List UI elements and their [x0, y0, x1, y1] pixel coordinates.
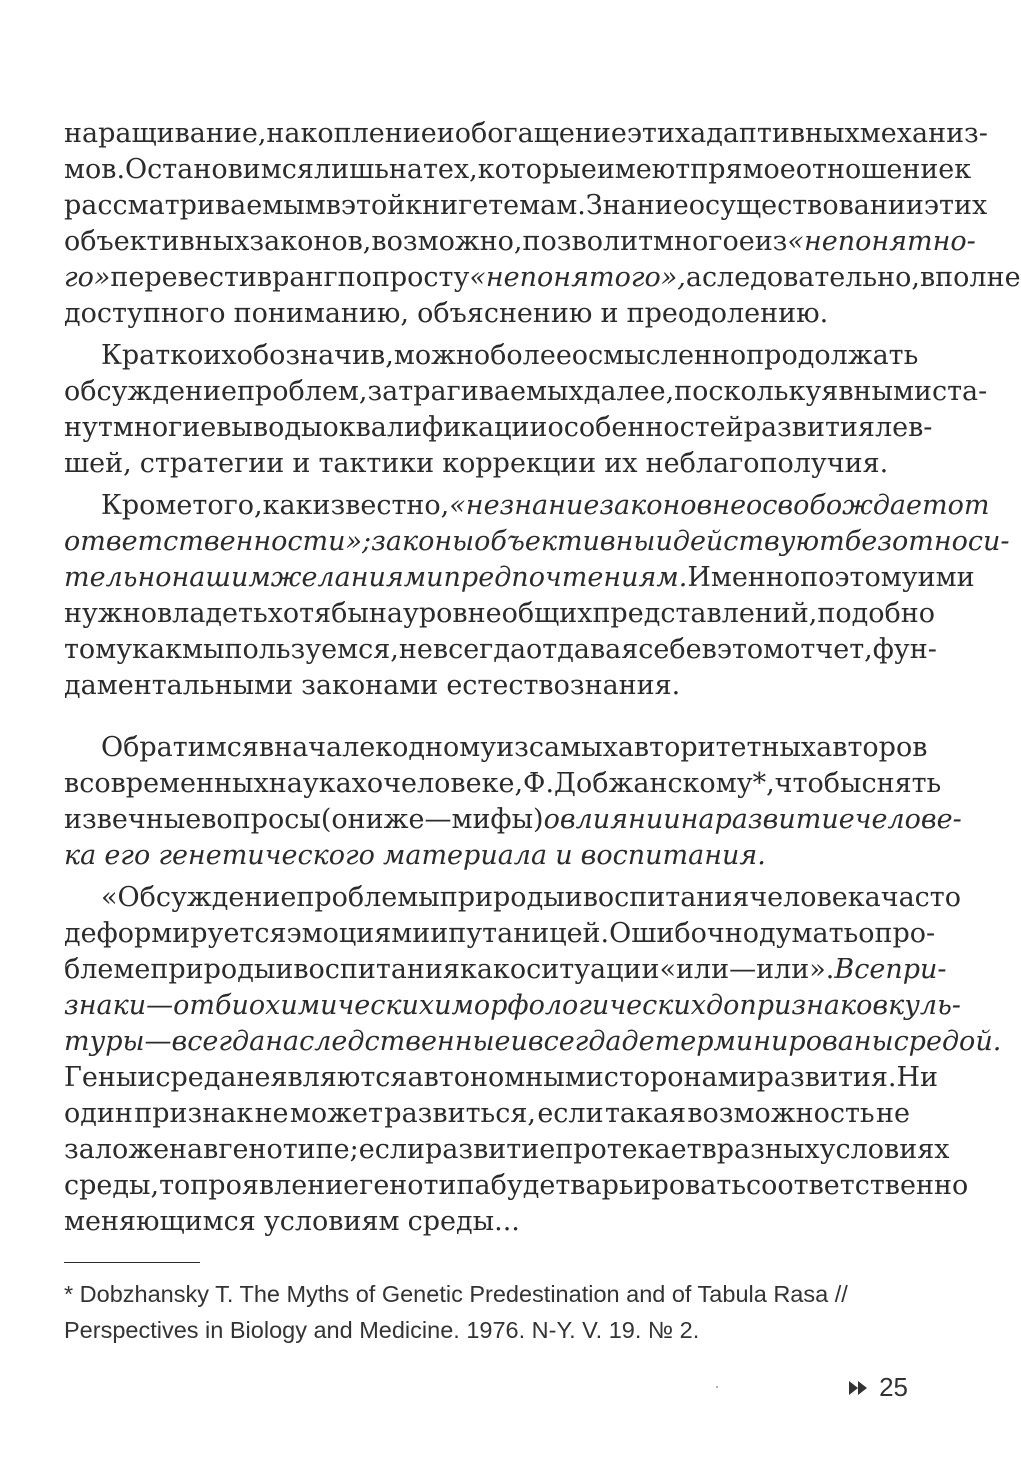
word: если	[537, 1098, 604, 1129]
word: знаки	[64, 990, 147, 1021]
word: один	[64, 1098, 133, 1129]
text-line	[64, 1204, 910, 1240]
word: поэтому	[800, 562, 918, 593]
word: как	[132, 634, 182, 665]
double-arrow-icon	[849, 1381, 867, 1395]
word: нут	[64, 412, 113, 443]
text-line	[64, 446, 910, 482]
word: рассматриваемым	[64, 190, 326, 221]
word: стратегии	[139, 448, 285, 479]
word: Кроме	[101, 490, 193, 521]
text-line	[64, 916, 936, 952]
word: Ни	[896, 1062, 939, 1093]
word: всегда	[527, 1026, 622, 1057]
word: многое	[653, 226, 755, 257]
word: далее,	[583, 376, 675, 407]
word: тактики	[318, 448, 435, 479]
word: имеют	[596, 154, 691, 185]
word: развитие	[714, 804, 855, 835]
word: —	[424, 804, 452, 835]
word: современных	[79, 768, 269, 799]
word: из	[754, 226, 788, 257]
word: особенностей	[547, 412, 744, 443]
text-line	[64, 116, 988, 152]
word: объяснению	[417, 298, 593, 329]
word: ста-	[932, 376, 988, 407]
word: будет	[490, 1170, 571, 1201]
word: челове-	[854, 804, 962, 835]
word: признак	[134, 1098, 254, 1129]
footnote-divider	[64, 1262, 200, 1263]
text-line	[64, 632, 937, 668]
word: наращивание,	[64, 118, 267, 149]
paragraph	[64, 880, 1002, 1240]
word: туры	[64, 1026, 145, 1057]
word: ими	[917, 562, 975, 593]
word: проблем,	[236, 376, 368, 407]
word: в	[325, 190, 341, 221]
text-line	[64, 1060, 939, 1096]
word: существовании	[705, 190, 924, 221]
word: —	[146, 990, 174, 1021]
word: если	[358, 1134, 425, 1165]
word: подобно	[817, 598, 936, 629]
word: многие	[112, 412, 217, 443]
word: признаков	[739, 990, 889, 1021]
text-line	[64, 410, 933, 446]
text-line	[64, 152, 972, 188]
word: думать	[758, 918, 859, 949]
word: материала	[382, 840, 548, 871]
word: действуют	[672, 526, 845, 557]
word: о	[366, 768, 384, 799]
word: как	[262, 490, 313, 521]
word: представлений,	[592, 598, 818, 629]
word: адаптивных	[690, 118, 860, 149]
word: «или—или».	[659, 954, 835, 985]
word: их	[604, 448, 638, 479]
word: законов,	[249, 226, 372, 257]
word: выводы	[216, 412, 323, 443]
word: генетического	[158, 840, 375, 871]
word: из	[496, 732, 529, 763]
word: проявление	[190, 1170, 360, 1201]
word: нашим	[171, 562, 271, 593]
word: позволит	[522, 226, 654, 257]
word: тому	[64, 634, 133, 665]
word: этой	[340, 190, 406, 221]
word: влиянии	[559, 804, 681, 835]
word: тельно	[64, 562, 172, 593]
text-line	[64, 1168, 969, 1204]
word: о	[322, 412, 339, 443]
word: среды,	[64, 1170, 160, 1201]
word: блеме	[64, 954, 151, 985]
word: Все	[834, 954, 886, 985]
word: попросту	[337, 262, 470, 293]
text-line	[64, 188, 988, 224]
word: Гены	[64, 1062, 138, 1093]
text-line	[64, 260, 1021, 296]
paragraph	[64, 730, 962, 874]
word: на	[680, 804, 715, 835]
word: уровне	[402, 598, 502, 629]
word: Кратко	[101, 340, 204, 371]
word: человека	[749, 882, 881, 913]
word: накопление	[266, 118, 437, 149]
word: варьировать	[570, 1170, 747, 1201]
word: биохимических	[214, 990, 435, 1021]
word: продолжать	[746, 340, 919, 371]
word: меняющимся	[64, 1206, 256, 1237]
word: возможно,	[371, 226, 523, 257]
word: и	[434, 990, 452, 1021]
word: протекает	[555, 1134, 702, 1165]
word: обсуждение	[64, 376, 237, 407]
word: темам.	[488, 190, 586, 221]
word: преодолению.	[626, 298, 829, 329]
word: проблемы	[296, 882, 440, 913]
word: более	[490, 340, 572, 371]
word: «непонятого»,	[469, 262, 686, 293]
word: от	[947, 490, 990, 521]
word: квалификации	[338, 412, 548, 443]
word: Ошибочно	[609, 918, 759, 949]
word: не	[236, 1062, 271, 1093]
word: «незнание	[449, 490, 600, 521]
word: Именно	[687, 562, 801, 593]
word: предпочтениям.	[443, 562, 688, 593]
word: на	[388, 154, 423, 185]
word: обогащение	[454, 118, 627, 149]
word: в	[701, 1134, 717, 1165]
word: самых	[528, 732, 618, 763]
word: и	[426, 562, 444, 593]
word: и	[275, 954, 294, 985]
word: а	[685, 262, 702, 293]
word: авторов	[816, 732, 928, 763]
text-line	[64, 730, 928, 766]
word: фун-	[872, 634, 937, 665]
word: снять	[861, 768, 942, 799]
text-line	[64, 596, 936, 632]
word: морфологических	[451, 990, 706, 1021]
word: воспитания.	[580, 840, 766, 871]
word: перевести	[110, 262, 257, 293]
word: «Обсуждение	[101, 882, 297, 913]
word: же	[383, 804, 425, 835]
word: отдавая	[526, 634, 639, 665]
footnote-line-1: * Dobzhansky T. The Myths of Genetic Predestination and of Tabula Rasa //	[64, 1281, 848, 1307]
text-line	[64, 488, 990, 524]
word: возможность	[687, 1098, 875, 1129]
word: ситуации	[526, 954, 660, 985]
word: такая	[604, 1098, 686, 1129]
word: на	[368, 598, 403, 629]
word: мов.	[64, 154, 126, 185]
text-line	[64, 1132, 950, 1168]
word: следовательно,	[701, 262, 920, 293]
word: вопросы	[201, 804, 321, 835]
paragraph	[64, 116, 1021, 332]
word: их	[203, 340, 237, 371]
word: к	[954, 154, 972, 185]
word: этих	[626, 118, 691, 149]
word: деформируется	[64, 918, 287, 949]
word: «непонятно-	[787, 226, 976, 257]
word: Обратимся	[101, 732, 259, 763]
word: науках	[268, 768, 367, 799]
word: того,	[192, 490, 263, 521]
paragraph	[64, 338, 988, 482]
word: себе	[638, 634, 702, 665]
word: коррекции	[442, 448, 597, 479]
word: условиях	[819, 1134, 950, 1165]
word: отношение	[795, 154, 955, 185]
word: часто	[880, 882, 961, 913]
word: его	[104, 840, 151, 871]
page-footer	[849, 1372, 908, 1403]
word: в	[203, 1134, 219, 1165]
word: явными	[821, 376, 932, 407]
word: мифы)	[451, 804, 544, 835]
word: и	[430, 918, 449, 949]
word: и	[555, 840, 573, 871]
word: —	[144, 1026, 172, 1057]
word: не	[876, 1098, 910, 1129]
word: осмысленно	[571, 340, 747, 371]
word: го»	[64, 262, 111, 293]
word: заложена	[64, 1134, 204, 1165]
word: пользуемся,	[224, 634, 399, 665]
word: безотноси-	[844, 526, 1010, 557]
word: то	[159, 1170, 191, 1201]
word: среды...	[407, 1206, 520, 1237]
print-speck	[716, 1386, 718, 1388]
word: авторитетных	[617, 732, 817, 763]
text-line	[64, 838, 910, 874]
footnote-line-2: Perspectives in Biology and Medicine. 1976. N-Y. V. 19. № 2.	[64, 1317, 700, 1343]
word: Добжанскому*,	[554, 768, 775, 799]
word: законами	[301, 670, 439, 701]
word: общих	[501, 598, 593, 629]
word: даментальными	[64, 670, 294, 701]
word: не	[712, 490, 747, 521]
word: объективны	[474, 526, 656, 557]
word: всегда	[171, 1026, 266, 1057]
word: может	[289, 1098, 383, 1129]
word: освобождает	[746, 490, 948, 521]
word: доступного	[64, 298, 226, 329]
word: можно	[393, 340, 491, 371]
word: развития	[743, 412, 875, 443]
word: поскольку	[674, 376, 822, 407]
footnote	[64, 1276, 910, 1348]
word: которые	[477, 154, 597, 185]
word: автономными	[407, 1062, 604, 1093]
word: желаниям	[270, 562, 427, 593]
word: о	[509, 954, 527, 985]
word: отчет,	[784, 634, 873, 665]
text-line	[64, 374, 988, 410]
word: Ф.	[523, 768, 555, 799]
word: соответственно	[746, 1170, 969, 1201]
word: не	[398, 634, 433, 665]
word: Остановимся	[125, 154, 314, 185]
word: владеть	[156, 598, 268, 629]
page-number: 25	[879, 1372, 908, 1402]
word: природы	[439, 882, 565, 913]
text-line	[64, 766, 942, 802]
text-line	[64, 802, 962, 838]
word: (они	[320, 804, 384, 835]
word: законов	[599, 490, 713, 521]
word: про-	[874, 918, 936, 949]
text-line	[64, 1096, 910, 1132]
word: всегда	[432, 634, 527, 665]
word: сторонами	[603, 1062, 757, 1093]
word: воспитания	[582, 882, 750, 913]
word: куль-	[888, 990, 961, 1021]
word: мы	[181, 634, 225, 665]
word: книге	[405, 190, 489, 221]
word: и	[292, 448, 311, 479]
text-line	[64, 988, 961, 1024]
word: хотя	[267, 598, 332, 629]
word: в	[701, 634, 717, 665]
word: и	[510, 1026, 528, 1057]
word: среда	[155, 1062, 237, 1093]
word: воспитания	[293, 954, 460, 985]
word: развиться,	[384, 1098, 536, 1129]
word: бы	[331, 598, 369, 629]
word: извечные	[64, 804, 202, 835]
word: от	[173, 990, 215, 1021]
word: нужно	[64, 598, 157, 629]
word: одному	[392, 732, 497, 763]
word: и	[600, 298, 619, 329]
word: до	[705, 990, 740, 1021]
text-line	[64, 952, 947, 988]
text-line	[64, 524, 1010, 560]
text-line	[64, 560, 975, 596]
word: шей,	[64, 448, 132, 479]
word: и	[137, 1062, 156, 1093]
text-line	[64, 880, 961, 916]
word: известно,	[312, 490, 450, 521]
word: этом	[716, 634, 785, 665]
word: наследственные	[265, 1026, 511, 1057]
text-line	[64, 296, 910, 332]
word: затрагиваемых	[367, 376, 584, 407]
word: вначале	[258, 732, 376, 763]
word: в	[64, 768, 80, 799]
word: и	[655, 526, 673, 557]
text-line	[64, 668, 910, 704]
word: вполне	[919, 262, 1021, 293]
word: и	[564, 882, 583, 913]
word: Знание	[585, 190, 689, 221]
word: объективных	[64, 226, 250, 257]
word: ранг	[272, 262, 338, 293]
word: при-	[885, 954, 947, 985]
word: законы	[371, 526, 475, 557]
word: условиям	[263, 1206, 400, 1237]
word: человеке,	[383, 768, 524, 799]
word: прямое	[690, 154, 796, 185]
word: чтобы	[774, 768, 862, 799]
word: не	[254, 1098, 289, 1129]
word: обозначив,	[236, 340, 394, 371]
word: эмоциями	[286, 918, 431, 949]
text-line	[64, 224, 976, 260]
word: ответственности»;	[64, 526, 372, 557]
text-line	[64, 338, 919, 374]
word: как	[459, 954, 510, 985]
word: пониманию,	[233, 298, 409, 329]
word: естествознания.	[446, 670, 681, 701]
word: генотипа	[359, 1170, 491, 1201]
word: генотипе;	[218, 1134, 359, 1165]
word: природы	[150, 954, 276, 985]
word: разных	[716, 1134, 820, 1165]
word: лишь	[313, 154, 389, 185]
paragraph	[64, 488, 1010, 704]
word: являются	[270, 1062, 408, 1093]
word: в	[256, 262, 273, 293]
word: неблагополучия.	[645, 448, 889, 479]
word: развития.	[756, 1062, 897, 1093]
word: о	[543, 804, 560, 835]
word: этих	[923, 190, 988, 221]
word: детерминированы	[621, 1026, 894, 1057]
word: о	[858, 918, 875, 949]
word: механиз-	[859, 118, 988, 149]
word: развитие	[424, 1134, 556, 1165]
text-line	[64, 1024, 1002, 1060]
word: лев-	[874, 412, 933, 443]
word: и	[436, 118, 455, 149]
word: средой.	[893, 1026, 1002, 1057]
word: к	[375, 732, 393, 763]
word: путаницей.	[448, 918, 610, 949]
word: тех,	[423, 154, 478, 185]
word: ка	[64, 840, 97, 871]
word: о	[688, 190, 705, 221]
